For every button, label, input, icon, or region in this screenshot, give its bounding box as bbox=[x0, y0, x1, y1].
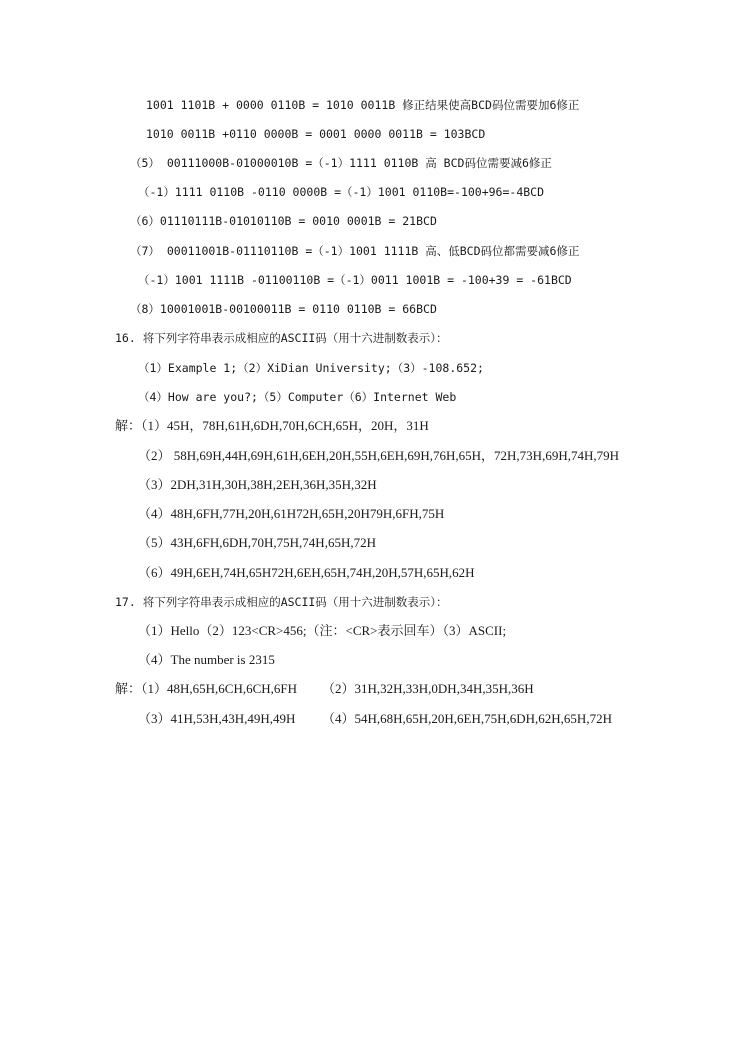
problem-7-line-1: （7） 00011001B-01110110B =（-1）1001 1111B 高、低BCD码位都需要减6修正 bbox=[130, 244, 580, 258]
answer-16-part-2: （2） 58H,69H,44H,69H,61H,6EH,20H,55H,6EH,69H,76H,65H，72H,73H,69H,74H,79H bbox=[138, 448, 619, 463]
answer-16-part-3: （3）2DH,31H,30H,38H,2EH,36H,35H,32H bbox=[138, 477, 377, 492]
question-16-heading: 16. 将下列字符串表示成相应的ASCII码（用十六进制数表示）： bbox=[115, 331, 448, 345]
bcd-correction-line-2: 1010 0011B +0110 0000B = 0001 0000 0011B = 103BCD bbox=[146, 127, 486, 141]
problem-8-line: （8）10001001B-00100011B = 0110 0110B = 66BCD bbox=[130, 302, 437, 316]
answer-17-part-3: （3）41H,53H,43H,49H,49H bbox=[138, 711, 296, 726]
problem-6-line: （6）01110111B-01010110B = 0010 0001B = 21BCD bbox=[130, 214, 437, 228]
question-17-heading: 17. 将下列字符串表示成相应的ASCII码（用十六进制数表示）： bbox=[115, 595, 448, 609]
answer-17-part-1: 解：（1）48H,65H,6CH,6CH,6FH bbox=[115, 681, 298, 696]
answer-17-part-2: （2）31H,32H,33H,0DH,34H,35H,36H bbox=[322, 681, 534, 696]
answer-16-part-4: （4）48H,6FH,77H,20H,61H72H,65H,20H79H,6FH,75H bbox=[138, 506, 445, 521]
answer-16-part-6: （6）49H,6EH,74H,65H72H,6EH,65H,74H,20H,57H,65H,62H bbox=[138, 565, 475, 580]
answer-16-part-1: 解：（1）45H，78H,61H,6DH,70H,6CH,65H，20H，31H bbox=[115, 418, 429, 433]
problem-7-line-2: （-1）1001 1111B -01100110B =（-1）0011 1001B = -100+39 = -61BCD bbox=[138, 273, 572, 287]
answer-16-part-5: （5）43H,6FH,6DH,70H,75H,74H,65H,72H bbox=[138, 535, 376, 550]
question-16-items-2: （4）How are you?;（5）Computer（6）Internet Web bbox=[138, 390, 457, 404]
question-17-items-1: （1）Hello（2）123<CR>456;（注：<CR>表示回车）（3）ASCII; bbox=[138, 623, 507, 638]
problem-5-line-2: （-1）1111 0110B -0110 0000B =（-1）1001 0110B=-100+96=-4BCD bbox=[138, 185, 545, 199]
answer-17-part-4: （4）54H,68H,65H,20H,6EH,75H,6DH,62H,65H,72H bbox=[322, 711, 612, 726]
bcd-correction-line-1: 1001 1101B + 0000 0110B = 1010 0011B 修正结果使高BCD码位需要加6修正 bbox=[146, 98, 580, 112]
question-17-items-2: （4）The number is 2315 bbox=[138, 652, 275, 667]
question-16-items-1: （1）Example 1;（2）XiDian University;（3）-108.652; bbox=[138, 361, 484, 375]
problem-5-line-1: （5） 00111000B-01000010B =（-1）1111 0110B 高 BCD码位需要减6修正 bbox=[130, 156, 552, 170]
